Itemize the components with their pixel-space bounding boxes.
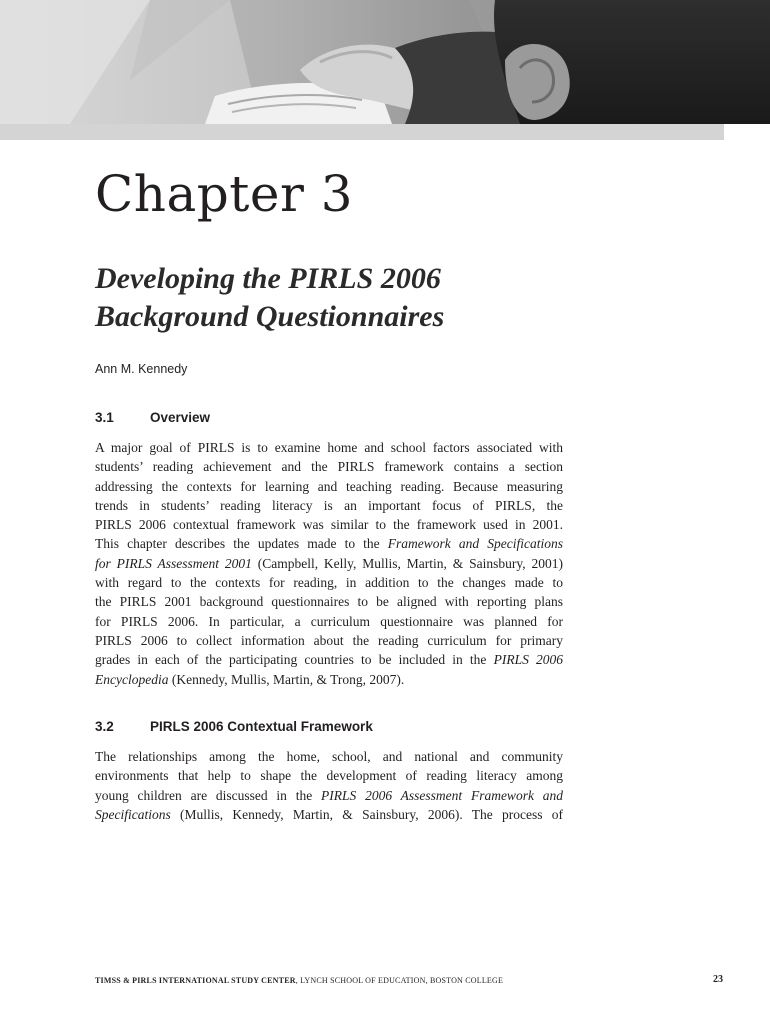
section-heading-contextual-framework [95, 719, 373, 734]
footer-organization: TIMSS & PIRLS INTERNATIONAL STUDY CENTER [95, 976, 296, 985]
paragraph-line: students’ reading achievement and the PIRLS framework contains a section [95, 459, 563, 475]
paragraph-line [95, 650, 563, 669]
paragraph-line: for PIRLS 2006. In particular, a curriculum questionnaire was planned for [95, 613, 563, 629]
paragraph-line: PIRLS 2006 to collect information about the reading curriculum for primary [95, 632, 563, 648]
chapter-subtitle [95, 260, 655, 336]
section-number: 3.1 [95, 410, 114, 425]
paragraph-line [95, 534, 563, 553]
italic-title-specifications: Specifications [95, 806, 171, 822]
paragraph-line: with regard to the contexts for reading, in addition to the changes made to [95, 575, 563, 591]
paragraph-line: trends in students’ reading literacy is an important focus of PIRLS, the [95, 497, 563, 513]
page-number: 23 [713, 974, 723, 985]
italic-title-framework: Framework and Specifications [387, 536, 563, 552]
italic-title-encyclopedia: Encyclopedia [95, 671, 169, 687]
paragraph-line: PIRLS 2006 contextual framework was similar to the framework used in 2001. [95, 517, 563, 533]
text-run: (Kennedy, Mullis, Martin, & Trong, 2007). [168, 671, 405, 687]
text-run: young children are discussed in the [95, 787, 322, 803]
paragraph-line: The relationships among the home, school, and national and community [95, 749, 563, 764]
chapter-title: Chapter 3 [95, 165, 354, 223]
paragraph-line [95, 805, 563, 824]
italic-title-assessment-2001: for PIRLS Assessment 2001 [95, 555, 252, 571]
contextual-framework-paragraph [95, 747, 563, 824]
paragraph-line [95, 786, 563, 805]
overview-paragraph [95, 438, 563, 689]
italic-title-pirls-2006: PIRLS 2006 [493, 652, 563, 668]
section-heading-overview [95, 410, 210, 425]
italic-title-assessment-framework: PIRLS 2006 Assessment Framework and [321, 787, 563, 803]
footer-school: , LYNCH SCHOOL OF EDUCATION, BOSTON COLLEGE [295, 976, 504, 985]
banner-photo-illustration [0, 0, 770, 140]
text-run: This chapter describes the updates made to the [95, 536, 388, 552]
text-run: (Campbell, Kelly, Mullis, Martin, & Sainsbury, 2001) [251, 555, 563, 571]
paragraph-line: A major goal of PIRLS is to examine home and school factors associated with [95, 440, 563, 455]
text-run: grades in each of the participating countries to be included in the [95, 652, 494, 668]
section-number: 3.2 [95, 719, 114, 734]
text-run: (Mullis, Kennedy, Martin, & Sainsbury, 2006). The process of [170, 806, 563, 822]
author-name: Ann M. Kennedy [95, 362, 188, 376]
section-title: PIRLS 2006 Contextual Framework [150, 719, 373, 734]
section-title: Overview [150, 410, 211, 425]
chapter-subtitle-line-2: Background Questionnaires [95, 300, 445, 333]
paragraph-line [95, 670, 563, 689]
paragraph-line: addressing the contexts for learning and teaching reading. Because measuring [95, 478, 563, 494]
page-footer [95, 976, 503, 985]
chapter-subtitle-line-1: Developing the PIRLS 2006 [95, 262, 441, 295]
paragraph-line [95, 554, 563, 573]
paragraph-line: environments that help to shape the development of reading literacy among [95, 768, 563, 784]
chapter-banner-photo [0, 0, 770, 140]
paragraph-line: the PIRLS 2001 background questionnaires to be aligned with reporting plans [95, 594, 563, 610]
